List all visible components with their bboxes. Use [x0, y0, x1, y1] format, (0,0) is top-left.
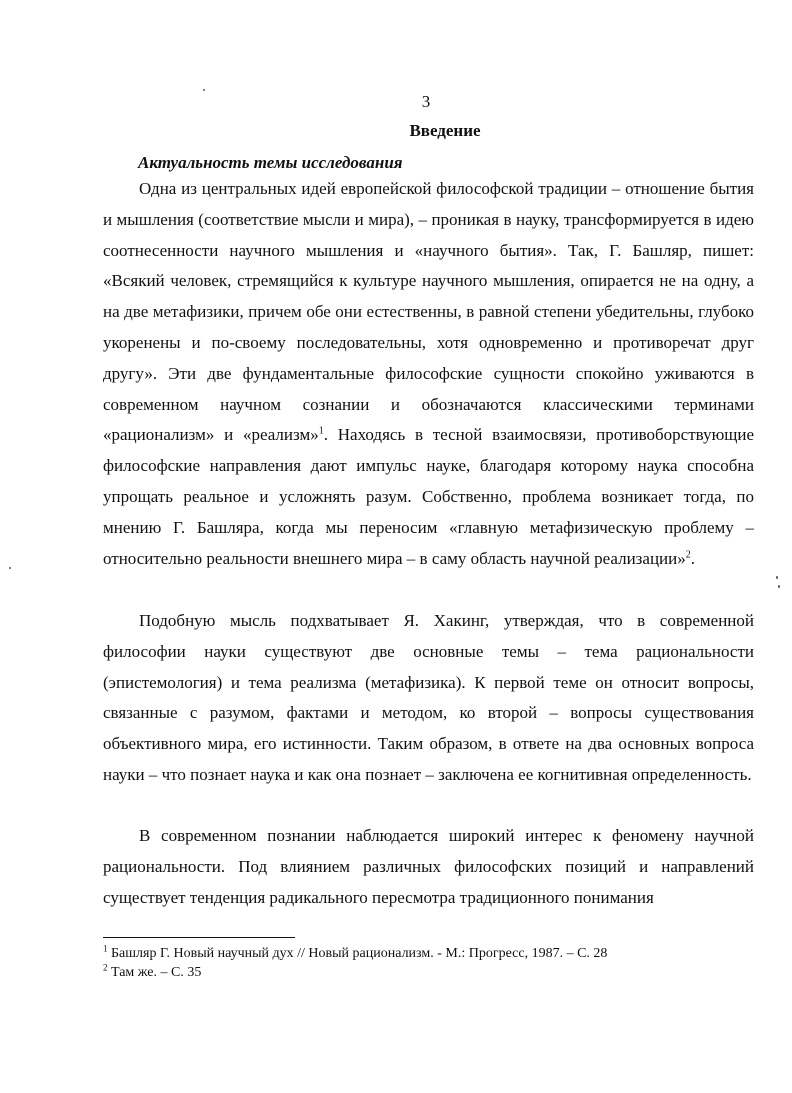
paragraph-text: В современном познании наблюдается широкий интерес к феномену научной рациональности. Под влиянием различных философских позиций и направлений существует тенденция радикального пересмотра традиционного понимания — [103, 826, 754, 907]
section-subheading: Актуальность темы исследования — [138, 153, 403, 172]
section-heading: Введение — [409, 121, 481, 140]
paragraph-text: . Находясь в тесной взаимосвязи, противоборствующие философские направления дают импульс науке, благодаря которому наука способна упрощать реальное и усложнять разум. Собственно, проблема возникает тогда, по мнению Г. Башляра, когда мы переносим «главную метафизическую проблему – относительно реальности внешнего мира – в саму область научной реализации» — [103, 425, 754, 568]
footnote-text: Там же. – С. 35 — [111, 965, 202, 980]
paragraph-3 — [103, 821, 754, 913]
footnote-ref-1: 1 — [318, 425, 324, 437]
scan-speck — [9, 567, 11, 569]
footnote-mark: 2 — [103, 962, 108, 973]
paragraph-2 — [103, 606, 754, 791]
footnote-mark: 1 — [103, 943, 108, 954]
footnote-divider — [103, 937, 295, 938]
scan-speck — [778, 585, 780, 588]
scan-speck — [203, 89, 205, 91]
scan-speck — [776, 576, 778, 579]
paragraph-1 — [103, 174, 754, 574]
footnote-item — [103, 963, 607, 982]
footnotes — [103, 944, 607, 982]
page-number: 3 — [421, 92, 431, 111]
footnote-ref-2: 2 — [685, 548, 691, 560]
footnote-text: Башляр Г. Новый научный дух // Новый рационализм. - М.: Прогресс, 1987. – С. 28 — [111, 946, 608, 961]
footnote-item — [103, 944, 607, 963]
paragraph-text: Одна из центральных идей европейской философской традиции – отношение бытия и мышления (соответствие мысли и мира), – проникая в науку, трансформируется в идею соотнесенности научного мышления и «научного бытия». Так, Г. Башляр, пишет: «Всякий человек, стремящийся к культуре научного мышления, опирается не на одну, а на две метафизики, причем обе они естественны, в равной степени убедительны, глубоко укоренены и по-своему последовательны, хотя одновременно и противоречат друг другу». Эти две фундаментальные философские сущности спокойно уживаются в современном научном сознании и обозначаются классическими терминами «рационализм» и «реализм» — [103, 179, 754, 445]
paragraph-text: . — [690, 548, 695, 568]
paragraph-text: Подобную мысль подхватывает Я. Хакинг, утверждая, что в современной философии науки существуют две основные темы – тема рациональности (эпистемология) и тема реализма (метафизика). К первой теме он относит вопросы, связанные с разумом, фактами и методом, ко второй – вопросы существования объективного мира, его истинности. Таким образом, в ответе на два основных вопроса науки – что познает наука и как она познает – заключена ее когнитивная определенность. — [103, 611, 754, 784]
